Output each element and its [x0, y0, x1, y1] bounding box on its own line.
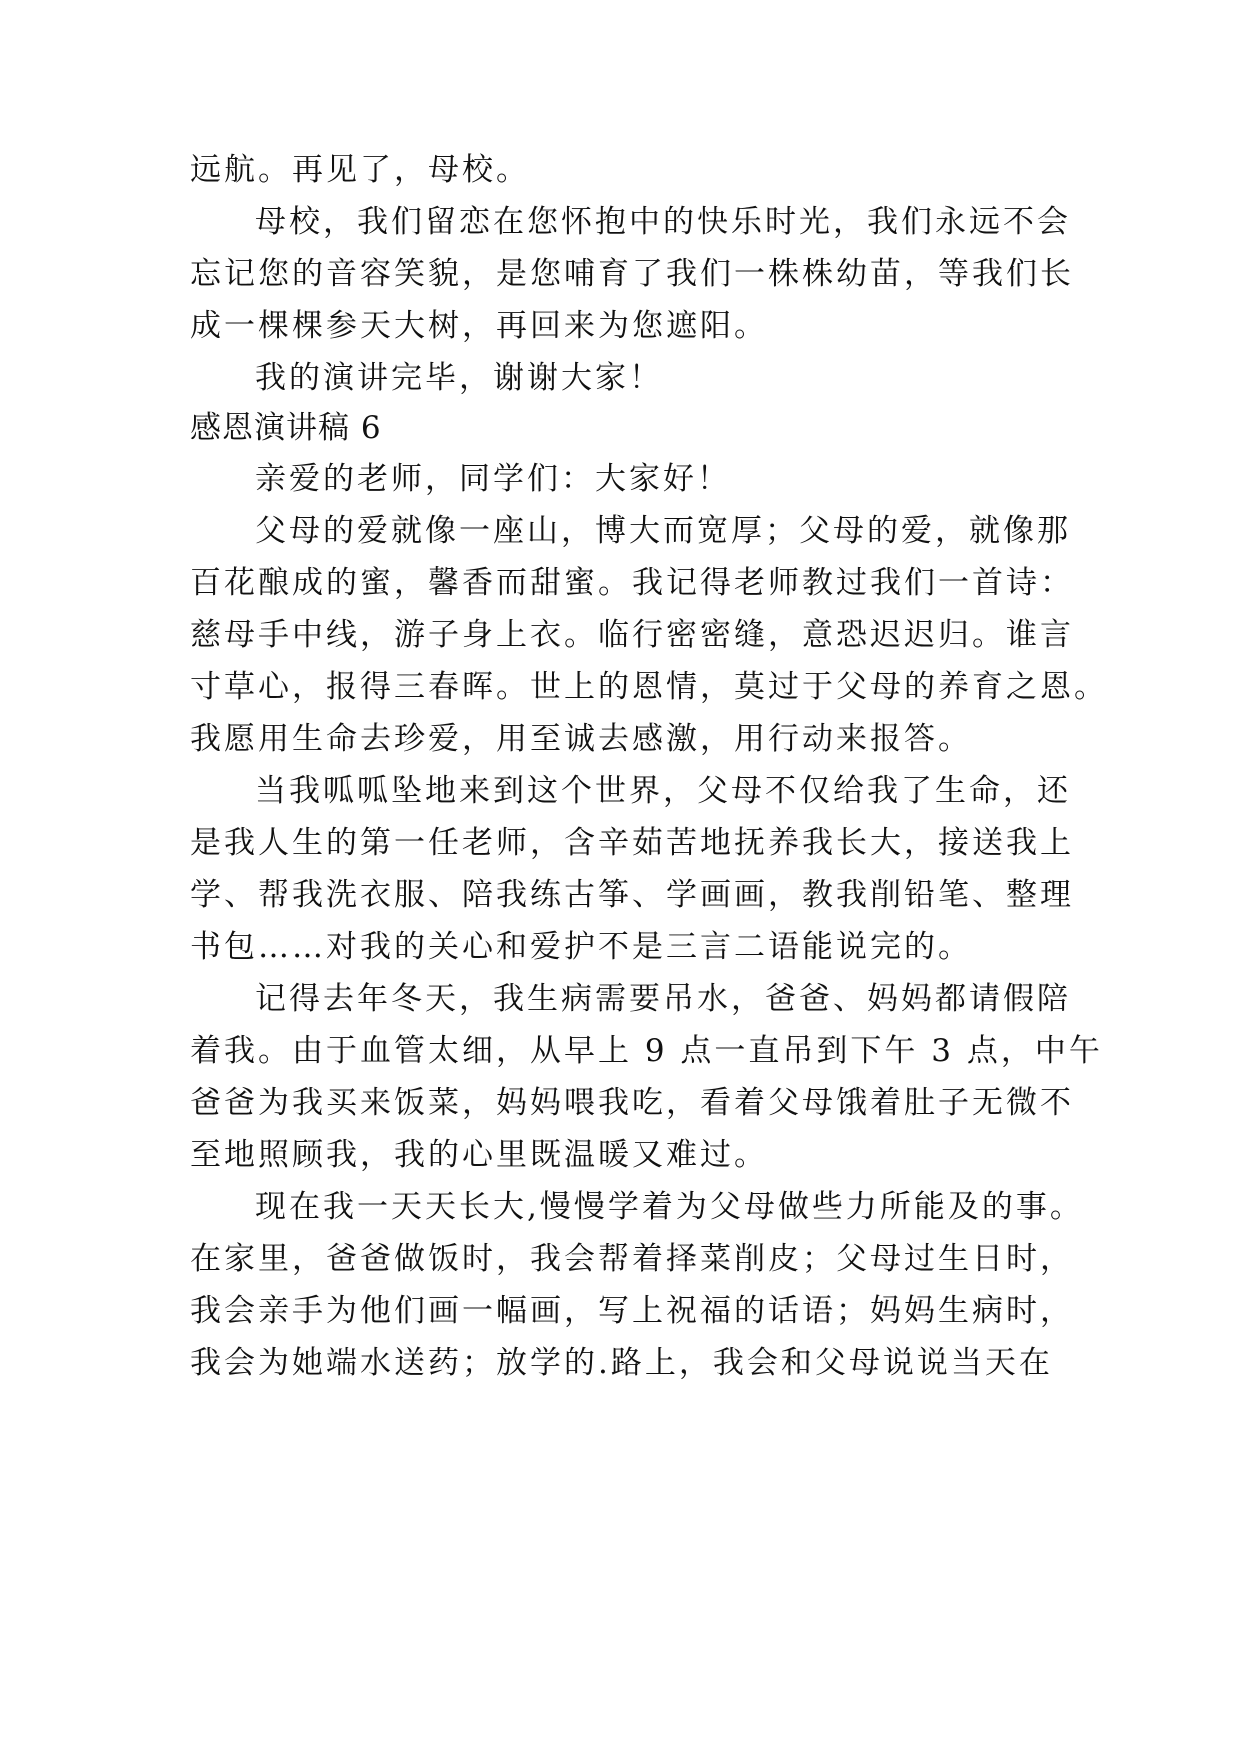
paragraph-start-line: 母校，我们留恋在您怀抱中的快乐时光，我们永远不会: [255, 204, 1071, 240]
paragraph-start-line: 我的演讲完毕，谢谢大家！: [255, 360, 663, 396]
text-line: 我会为她端水送药；放学的.路上，我会和父母说说当天在: [190, 1345, 1053, 1381]
text-line: 百花酿成的蜜，馨香而甜蜜。我记得老师教过我们一首诗：: [190, 565, 1074, 601]
text-line: 忘记您的音容笑貌，是您哺育了我们一株株幼苗，等我们长: [190, 256, 1074, 292]
text-line: 成一棵棵参天大树，再回来为您遮阳。: [190, 308, 768, 344]
section-heading: 感恩演讲稿 6: [190, 410, 382, 446]
text-line: 是我人生的第一任老师，含辛茹苦地抚养我长大，接送我上: [190, 825, 1074, 861]
paragraph-start-line: 父母的爱就像一座山，博大而宽厚；父母的爱，就像那: [255, 513, 1071, 549]
text-line: 我愿用生命去珍爱，用至诚去感激，用行动来报答。: [190, 721, 972, 757]
paragraph-start-line: 当我呱呱坠地来到这个世界，父母不仅给我了生命，还: [255, 773, 1071, 809]
greeting-line: 亲爱的老师，同学们：大家好！: [255, 461, 731, 497]
paragraph-start-line: 记得去年冬天，我生病需要吊水，爸爸、妈妈都请假陪: [255, 981, 1071, 1017]
text-line: 爸爸为我买来饭菜，妈妈喂我吃，看着父母饿着肚子无微不: [190, 1085, 1074, 1121]
text-line: 慈母手中线，游子身上衣。临行密密缝，意恐迟迟归。谁言: [190, 617, 1074, 653]
text-line: 至地照顾我，我的心里既温暖又难过。: [190, 1137, 768, 1173]
paragraph-start-line: 现在我一天天长大,慢慢学着为父母做些力所能及的事。: [255, 1189, 1084, 1225]
text-line: 学、帮我洗衣服、陪我练古筝、学画画，教我削铅笔、整理: [190, 877, 1074, 913]
text-line: 我会亲手为他们画一幅画，写上祝福的话语；妈妈生病时，: [190, 1293, 1074, 1329]
text-line: 在家里，爸爸做饭时，我会帮着择菜削皮；父母过生日时，: [190, 1241, 1074, 1277]
text-line: 书包……对我的关心和爱护不是三言二语能说完的。: [190, 929, 972, 965]
text-line: 着我。由于血管太细，从早上 9 点一直吊到下午 3 点，中午: [190, 1033, 1103, 1069]
text-line: 远航。再见了，母校。: [190, 152, 530, 188]
text-line: 寸草心，报得三春晖。世上的恩情，莫过于父母的养育之恩。: [190, 669, 1108, 705]
